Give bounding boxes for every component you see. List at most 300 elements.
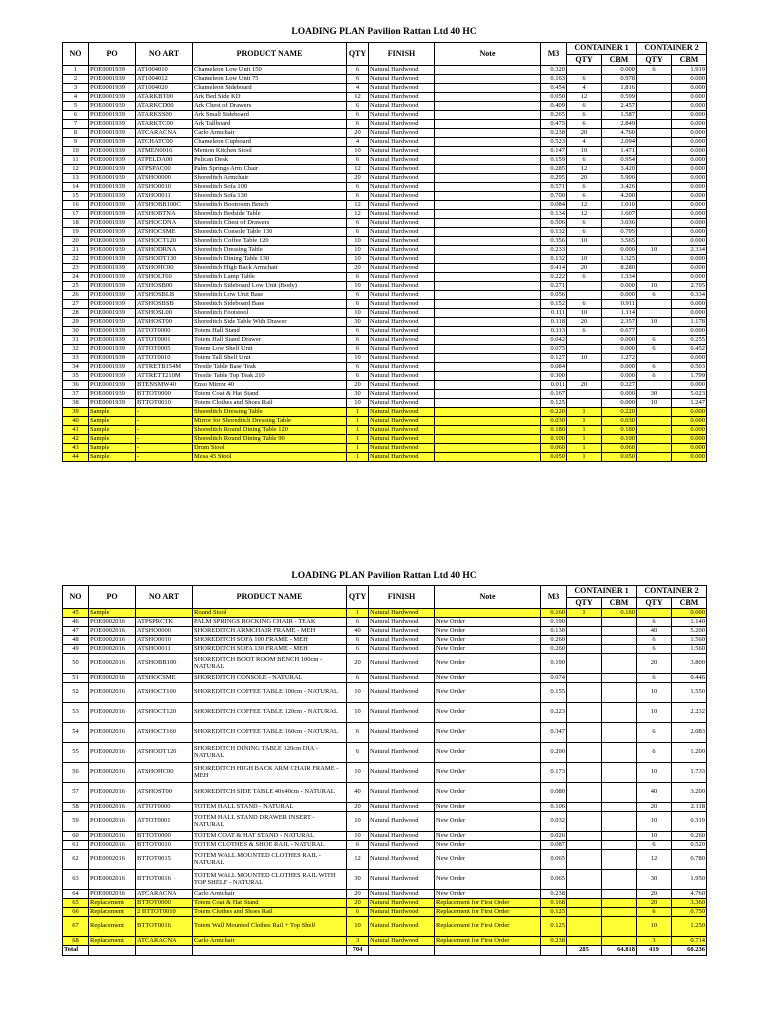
table-row <box>63 66 707 75</box>
cell-art: ATMEN0016 <box>136 147 193 156</box>
cell-qty: 30 <box>347 318 369 327</box>
cell-m3: 0.295 <box>541 174 567 183</box>
cell-art: ATSHODT120 <box>136 743 193 763</box>
cell-art: ATSHOST00 <box>136 318 193 327</box>
cell-note <box>435 282 541 291</box>
cell-art: ATSHOCT160 <box>136 723 193 743</box>
header-container-2: CONTAINER 2 <box>637 43 707 55</box>
cell-c2-cbm: 0.000 <box>672 435 707 444</box>
cell-m3: 0.238 <box>541 937 567 946</box>
cell-note <box>435 237 541 246</box>
cell-c2-cbm: 3.360 <box>672 899 707 908</box>
cell-c1-cbm: 1.587 <box>602 111 637 120</box>
cell-m3: 0.190 <box>541 654 567 674</box>
cell-c2-cbm: 0.000 <box>672 228 707 237</box>
cell-no: 4 <box>63 93 89 102</box>
cell-no: 29 <box>63 318 89 327</box>
cell-finish: Natural Hardwood <box>369 408 435 417</box>
cell-c2-qty: 20 <box>637 654 672 674</box>
cell-no: 26 <box>63 291 89 300</box>
cell-c1-cbm: 0.227 <box>602 381 637 390</box>
cell-finish: Natural Hardwood <box>369 917 435 937</box>
cell-product-name: TOTEM COAT & HAT STAND - NATURAL <box>193 832 347 841</box>
cell-product-name: Carlo Armchair <box>193 890 347 899</box>
header-finish: FINISH <box>369 43 435 66</box>
table-row <box>63 763 707 783</box>
cell-no: 13 <box>63 174 89 183</box>
cell-c1-qty <box>567 917 602 937</box>
cell-note <box>435 255 541 264</box>
table-row <box>63 381 707 390</box>
cell-product-name: Shoreditch Sideboard Base <box>193 300 347 309</box>
cell-note <box>435 444 541 453</box>
cell-no: 55 <box>63 743 89 763</box>
cell-m3: 0.056 <box>541 291 567 300</box>
cell-finish: Natural Hardwood <box>369 372 435 381</box>
cell-finish: Natural Hardwood <box>369 147 435 156</box>
cell-art: ATSHOSBLB <box>136 291 193 300</box>
cell-art: ATSHO0010 <box>136 183 193 192</box>
table-row <box>63 102 707 111</box>
cell-no: 15 <box>63 192 89 201</box>
cell-art: ATSHO0011 <box>136 645 193 654</box>
header-no-art: NO ART <box>136 586 193 609</box>
cell-qty: 1 <box>347 609 369 618</box>
cell-qty: 6 <box>347 743 369 763</box>
cell-qty: 6 <box>347 273 369 282</box>
cell-no: 47 <box>63 627 89 636</box>
cell-m3: 0.065 <box>541 850 567 870</box>
cell-no: 36 <box>63 381 89 390</box>
cell-product-name: Shoreditch Bootroom Bench <box>193 201 347 210</box>
header-row <box>63 43 707 55</box>
cell-art: ATSHODRNA <box>136 246 193 255</box>
cell-qty: 10 <box>347 917 369 937</box>
cell-c1-cbm <box>602 743 637 763</box>
cell-c1-qty <box>567 890 602 899</box>
cell-art: ATPELDA00 <box>136 156 193 165</box>
cell-po: POE0001939 <box>89 219 136 228</box>
cell-c1-cbm: 0.060 <box>602 444 637 453</box>
cell-no: 35 <box>63 372 89 381</box>
cell-po: POE0001939 <box>89 309 136 318</box>
cell-finish: Natural Hardwood <box>369 156 435 165</box>
cell-m3: 0.080 <box>541 783 567 803</box>
cell-c2-qty <box>637 255 672 264</box>
cell-c1-qty <box>567 899 602 908</box>
cell-c1-qty: 20 <box>567 264 602 273</box>
loading-plan-table-1 <box>62 42 707 462</box>
cell-c1-cbm <box>602 917 637 937</box>
cell-c1-qty <box>567 372 602 381</box>
cell-m3: 0.084 <box>541 363 567 372</box>
cell-qty: 1 <box>347 417 369 426</box>
table-row <box>63 674 707 683</box>
cell-c1-qty <box>567 618 602 627</box>
cell-c1-qty <box>567 850 602 870</box>
cell-c1-qty: 6 <box>567 228 602 237</box>
cell-c1-cbm: 0.180 <box>602 426 637 435</box>
cell-c1-qty <box>567 390 602 399</box>
total-empty-cell <box>435 946 541 956</box>
cell-note: New Order <box>435 803 541 812</box>
cell-qty: 6 <box>347 336 369 345</box>
cell-c1-cbm <box>602 899 637 908</box>
cell-no: 44 <box>63 453 89 462</box>
cell-qty: 40 <box>347 627 369 636</box>
cell-no: 56 <box>63 763 89 783</box>
cell-no: 30 <box>63 327 89 336</box>
cell-note <box>435 66 541 75</box>
cell-product-name: SHOREDITCH BOOT ROOM BENCH 100cm - NATURAL <box>193 654 347 674</box>
cell-product-name: Chameleon Low Unit 75 <box>193 75 347 84</box>
cell-c2-qty <box>637 408 672 417</box>
cell-art: ATSHO0011 <box>136 192 193 201</box>
cell-m3: 0.125 <box>541 908 567 917</box>
cell-note: Replacement for First Order <box>435 917 541 937</box>
cell-c1-qty <box>567 282 602 291</box>
cell-qty: 10 <box>347 309 369 318</box>
cell-qty: 1 <box>347 453 369 462</box>
cell-m3: 0.347 <box>541 723 567 743</box>
cell-c1-qty: 10 <box>567 309 602 318</box>
header-container-2: CONTAINER 2 <box>637 586 707 598</box>
cell-no: 43 <box>63 444 89 453</box>
cell-art: ATSHOLT60 <box>136 273 193 282</box>
cell-c2-qty <box>637 165 672 174</box>
cell-qty: 6 <box>347 219 369 228</box>
cell-art: ATSHOCSME <box>136 228 193 237</box>
cell-c1-qty <box>567 363 602 372</box>
cell-note: Replacement for First Order <box>435 899 541 908</box>
cell-m3: 0.060 <box>541 444 567 453</box>
cell-c2-cbm: 2.705 <box>672 282 707 291</box>
cell-qty: 20 <box>347 129 369 138</box>
cell-c2-qty <box>637 174 672 183</box>
cell-product-name: SHOREDITCH HIGH BACK ARM CHAIR FRAME - MEH <box>193 763 347 783</box>
table-row <box>63 300 707 309</box>
cell-note <box>435 246 541 255</box>
cell-note <box>435 165 541 174</box>
cell-art <box>136 609 193 618</box>
table-row <box>63 129 707 138</box>
cell-finish: Natural Hardwood <box>369 282 435 291</box>
cell-c1-qty: 10 <box>567 255 602 264</box>
cell-po: POE0002016 <box>89 654 136 674</box>
cell-c1-qty: 12 <box>567 210 602 219</box>
cell-no: 65 <box>63 899 89 908</box>
cell-finish: Natural Hardwood <box>369 850 435 870</box>
table-row <box>63 645 707 654</box>
cell-no: 45 <box>63 609 89 618</box>
cell-m3: 0.260 <box>541 645 567 654</box>
header-qty: QTY <box>347 43 369 66</box>
cell-qty: 30 <box>347 870 369 890</box>
cell-c1-qty <box>567 783 602 803</box>
cell-c2-qty: 40 <box>637 783 672 803</box>
cell-c1-cbm: 3.426 <box>602 183 637 192</box>
cell-c1-qty: 6 <box>567 327 602 336</box>
cell-product-name: Carlo Armchair <box>193 937 347 946</box>
cell-c2-qty: 6 <box>637 743 672 763</box>
cell-c1-qty <box>567 66 602 75</box>
table-row <box>63 147 707 156</box>
cell-finish: Natural Hardwood <box>369 723 435 743</box>
cell-product-name: SHOREDITCH SOFA 100 FRAME - MEH <box>193 636 347 645</box>
cell-no: 34 <box>63 363 89 372</box>
cell-m3: 0.160 <box>541 609 567 618</box>
total-empty-cell <box>89 946 136 956</box>
cell-c2-cbm: 1.140 <box>672 618 707 627</box>
cell-m3: 0.173 <box>541 763 567 783</box>
cell-c2-qty: 6 <box>637 618 672 627</box>
cell-c1-qty: 10 <box>567 237 602 246</box>
header-note: Note <box>435 43 541 66</box>
cell-product-name: Totem Coat & Hat Stand <box>193 899 347 908</box>
cell-qty: 10 <box>347 832 369 841</box>
cell-product-name: Pelican Desk <box>193 156 347 165</box>
cell-c2-cbm: 0.750 <box>672 908 707 917</box>
cell-finish: Natural Hardwood <box>369 890 435 899</box>
total-label: Total <box>63 946 89 956</box>
cell-no: 53 <box>63 703 89 723</box>
cell-c2-cbm: 2.083 <box>672 723 707 743</box>
cell-note <box>435 354 541 363</box>
table-row <box>63 890 707 899</box>
cell-product-name: TOTEM WALL MOUNTED CLOTHES RAIL - NATURAL <box>193 850 347 870</box>
cell-c2-cbm: 1.950 <box>672 870 707 890</box>
cell-art: ATSHOCSME <box>136 674 193 683</box>
cell-c2-cbm: 1.560 <box>672 636 707 645</box>
cell-c1-cbm <box>602 636 637 645</box>
cell-art: ATSHOCT100 <box>136 683 193 703</box>
cell-no: 10 <box>63 147 89 156</box>
cell-art: AT1004012 <box>136 75 193 84</box>
cell-finish: Natural Hardwood <box>369 426 435 435</box>
cell-note <box>435 399 541 408</box>
cell-m3: 0.111 <box>541 309 567 318</box>
cell-po: Replacement <box>89 917 136 937</box>
cell-art: ATARKSS00 <box>136 111 193 120</box>
cell-c1-cbm: 0.000 <box>602 372 637 381</box>
table-row <box>63 899 707 908</box>
cell-qty: 6 <box>347 228 369 237</box>
cell-c1-cbm <box>602 618 637 627</box>
cell-m3: 0.011 <box>541 381 567 390</box>
cell-c2-cbm: 0.000 <box>672 219 707 228</box>
cell-c1-qty: 20 <box>567 381 602 390</box>
cell-no: 60 <box>63 832 89 841</box>
cell-note: New Order <box>435 674 541 683</box>
cell-qty: 10 <box>347 282 369 291</box>
cell-c1-cbm: 0.000 <box>602 363 637 372</box>
cell-c2-cbm: 0.255 <box>672 336 707 345</box>
cell-c2-qty: 6 <box>637 841 672 850</box>
cell-c2-cbm: 0.503 <box>672 363 707 372</box>
cell-c2-qty: 6 <box>637 363 672 372</box>
cell-c1-qty <box>567 937 602 946</box>
cell-c1-qty <box>567 674 602 683</box>
cell-po: POE0001939 <box>89 381 136 390</box>
cell-c1-cbm: 0.677 <box>602 327 637 336</box>
header-container-2-qty: QTY <box>637 54 672 66</box>
cell-c2-cbm: 0.260 <box>672 832 707 841</box>
cell-qty: 6 <box>347 674 369 683</box>
cell-m3: 0.220 <box>541 408 567 417</box>
cell-finish: Natural Hardwood <box>369 327 435 336</box>
cell-c2-qty: 6 <box>637 908 672 917</box>
cell-po: POE0001939 <box>89 102 136 111</box>
cell-product-name: Shoreditch Sofa 100 <box>193 183 347 192</box>
cell-no: 67 <box>63 917 89 937</box>
cell-c1-qty: 20 <box>567 129 602 138</box>
cell-c1-cbm: 4.760 <box>602 129 637 138</box>
cell-c1-cbm <box>602 683 637 703</box>
cell-art: ATPSPRCTK <box>136 618 193 627</box>
cell-po: POE0002016 <box>89 674 136 683</box>
cell-note <box>435 210 541 219</box>
cell-m3: 0.026 <box>541 832 567 841</box>
cell-art: ATTRETB154M <box>136 363 193 372</box>
cell-product-name: Round Stool <box>193 609 347 618</box>
cell-qty: 10 <box>347 683 369 703</box>
cell-m3: 0.130 <box>541 627 567 636</box>
cell-no: 11 <box>63 156 89 165</box>
cell-c1-cbm: 0.000 <box>602 336 637 345</box>
table-row <box>63 812 707 832</box>
cell-product-name: SHOREDITCH COFFEE TABLE 100cm - NATURAL <box>193 683 347 703</box>
total-empty-cell <box>541 946 567 956</box>
cell-qty: 6 <box>347 156 369 165</box>
cell-c2-cbm: 0.000 <box>672 327 707 336</box>
cell-product-name: Shoreditch Sideboard Low Unit (Body) <box>193 282 347 291</box>
table-row <box>63 417 707 426</box>
cell-note <box>435 426 541 435</box>
cell-c2-qty <box>637 192 672 201</box>
cell-po: POE0001939 <box>89 354 136 363</box>
cell-c1-cbm: 1.272 <box>602 354 637 363</box>
cell-po: POE0001939 <box>89 336 136 345</box>
cell-po: POE0002016 <box>89 743 136 763</box>
cell-finish: Natural Hardwood <box>369 703 435 723</box>
cell-product-name: TOTEM CLOTHES & SHOE RAIL - NATURAL <box>193 841 347 850</box>
cell-finish: Natural Hardwood <box>369 609 435 618</box>
cell-finish: Natural Hardwood <box>369 237 435 246</box>
cell-po: POE0001939 <box>89 291 136 300</box>
cell-c1-cbm <box>602 654 637 674</box>
cell-qty: 20 <box>347 803 369 812</box>
cell-note: New Order <box>435 645 541 654</box>
cell-c1-qty <box>567 246 602 255</box>
cell-c2-cbm: 0.000 <box>672 102 707 111</box>
cell-note: New Order <box>435 627 541 636</box>
table-row <box>63 908 707 917</box>
cell-art: - <box>136 426 193 435</box>
table-row <box>63 210 707 219</box>
cell-m3: 0.065 <box>541 870 567 890</box>
cell-art: ATSHOSBSB <box>136 300 193 309</box>
cell-c1-qty: 20 <box>567 174 602 183</box>
cell-note <box>435 138 541 147</box>
cell-product-name: Trestle Table Top Teak 210 <box>193 372 347 381</box>
cell-c2-cbm: 0.000 <box>672 111 707 120</box>
cell-qty: 6 <box>347 111 369 120</box>
table-row <box>63 165 707 174</box>
cell-po: POE0001939 <box>89 282 136 291</box>
cell-c1-cbm: 0.599 <box>602 93 637 102</box>
cell-c2-cbm: 0.000 <box>672 84 707 93</box>
cell-po: POE0001939 <box>89 372 136 381</box>
cell-po: POE0002016 <box>89 703 136 723</box>
cell-c1-qty: 6 <box>567 273 602 282</box>
table-row <box>63 783 707 803</box>
cell-qty: 6 <box>347 636 369 645</box>
cell-c2-qty: 10 <box>637 917 672 937</box>
cell-c1-qty: 6 <box>567 156 602 165</box>
cell-no: 33 <box>63 354 89 363</box>
cell-c1-cbm <box>602 645 637 654</box>
cell-c2-cbm: 0.000 <box>672 156 707 165</box>
cell-no: 12 <box>63 165 89 174</box>
cell-finish: Natural Hardwood <box>369 444 435 453</box>
cell-note: New Order <box>435 850 541 870</box>
cell-qty: 6 <box>347 66 369 75</box>
cell-finish: Natural Hardwood <box>369 174 435 183</box>
table-row <box>63 291 707 300</box>
cell-po: POE0001939 <box>89 210 136 219</box>
cell-po: Sample <box>89 426 136 435</box>
cell-art: ATSHOCT120 <box>136 237 193 246</box>
cell-c2-cbm: 0.000 <box>672 147 707 156</box>
cell-c1-qty: 20 <box>567 318 602 327</box>
cell-c1-cbm <box>602 627 637 636</box>
cell-m3: 0.050 <box>541 453 567 462</box>
cell-c2-qty <box>637 147 672 156</box>
cell-po: POE0002016 <box>89 618 136 627</box>
cell-c1-cbm: 5.900 <box>602 174 637 183</box>
cell-c2-qty <box>637 120 672 129</box>
cell-c2-qty <box>637 102 672 111</box>
header-no: NO <box>63 586 89 609</box>
cell-product-name: Shoreditch Footstool <box>193 309 347 318</box>
cell-product-name: SHOREDITCH COFFEE TABLE 120cm - NATURAL <box>193 703 347 723</box>
table-row <box>63 390 707 399</box>
cell-finish: Natural Hardwood <box>369 841 435 850</box>
cell-c2-cbm: 0.000 <box>672 201 707 210</box>
table-row <box>63 618 707 627</box>
cell-po: Sample <box>89 444 136 453</box>
table-row <box>63 363 707 372</box>
cell-c1-qty <box>567 654 602 674</box>
cell-qty: 20 <box>347 264 369 273</box>
cell-no: 5 <box>63 102 89 111</box>
cell-c1-cbm: 0.000 <box>602 390 637 399</box>
cell-c1-cbm <box>602 832 637 841</box>
cell-c1-qty <box>567 723 602 743</box>
cell-po: POE0002016 <box>89 763 136 783</box>
cell-c1-qty <box>567 832 602 841</box>
cell-art: ATTOT0000 <box>136 803 193 812</box>
cell-m3: 0.238 <box>541 890 567 899</box>
cell-m3: 0.320 <box>541 66 567 75</box>
cell-m3: 0.167 <box>541 390 567 399</box>
cell-c2-cbm: 0.000 <box>672 300 707 309</box>
cell-product-name: Shoreditch Lamp Table <box>193 273 347 282</box>
table-row <box>63 156 707 165</box>
cell-qty: 6 <box>347 192 369 201</box>
cell-c1-qty: 6 <box>567 102 602 111</box>
cell-finish: Natural Hardwood <box>369 120 435 129</box>
